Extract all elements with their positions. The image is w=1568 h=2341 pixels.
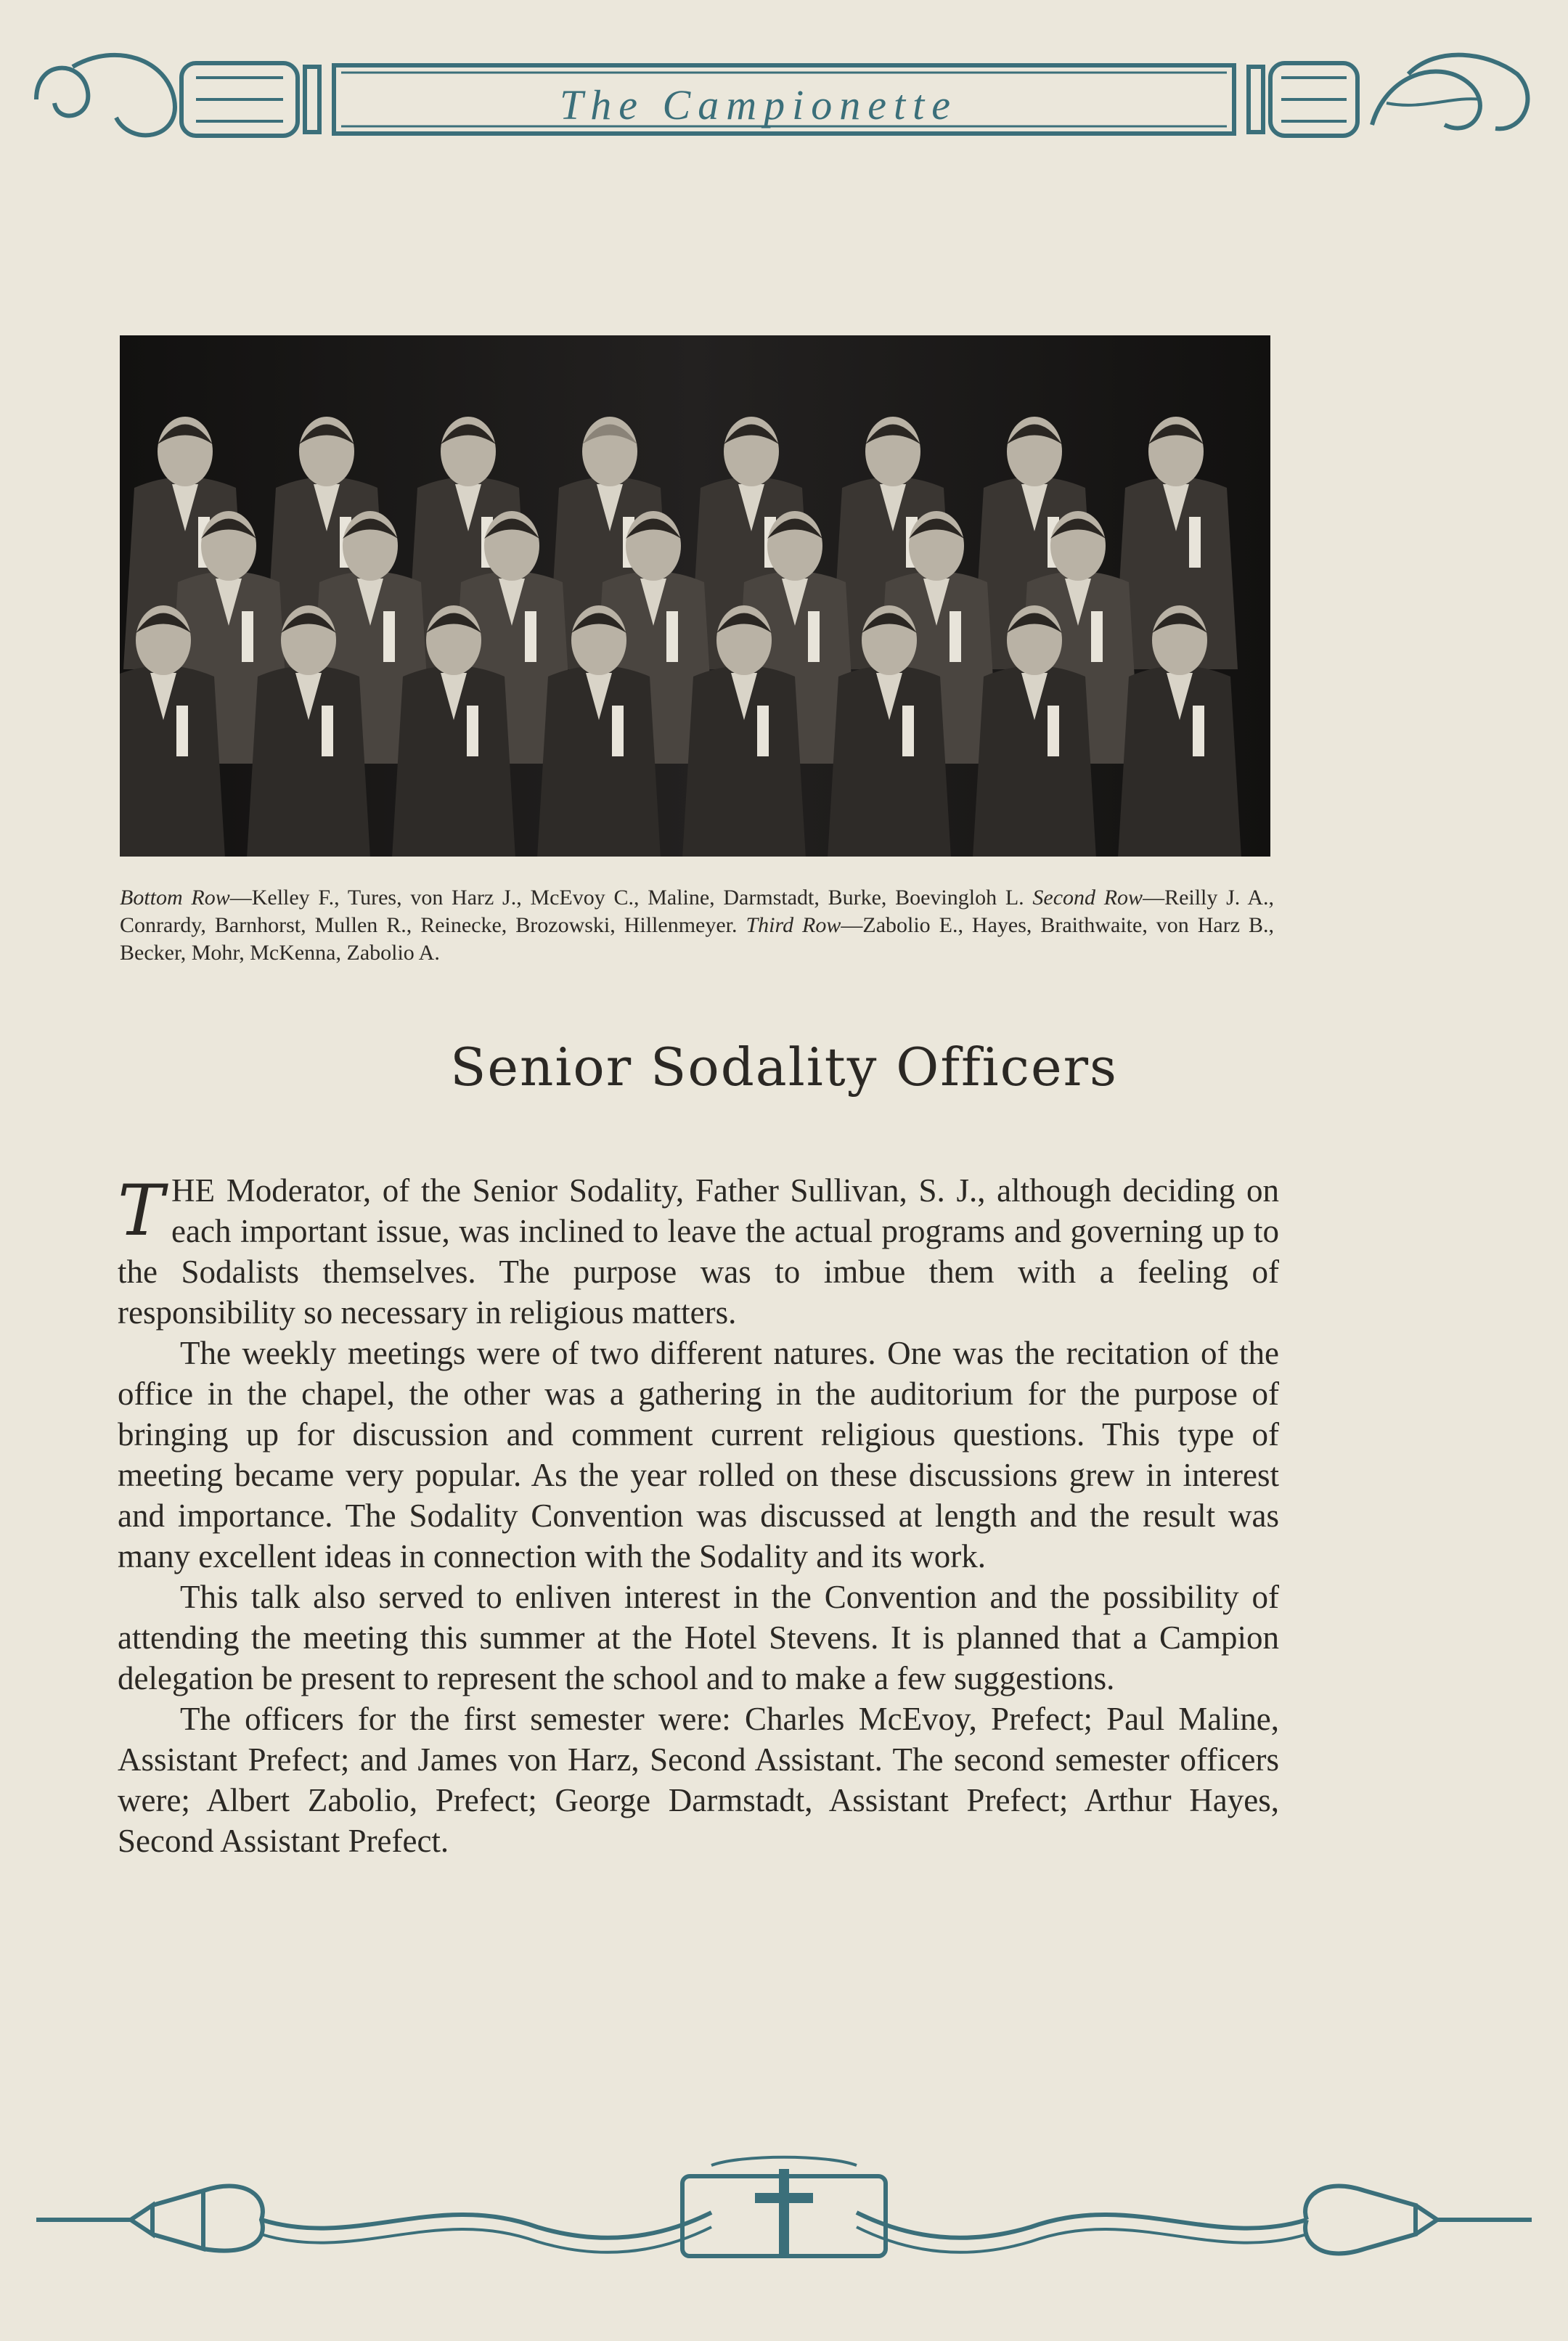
caption-second-row-names: —Reilly J. A., Conrardy, Barnhorst, Mullen R., Reinecke, Brozowski, Hillenmeyer. <box>120 886 1275 937</box>
running-header-title: The Campionette <box>560 81 957 128</box>
caption-third-row-names: —Zabolio E., Hayes, Braithwaite, von Harz B., Becker, Mohr, McKenna, Zabolio A. <box>120 913 1275 965</box>
photo-figure-body <box>120 666 225 857</box>
article-heading: Senior Sodality Officers <box>450 1037 1118 1098</box>
paragraph-1 <box>118 1170 1279 1333</box>
caption-third-row-label: Third Row <box>746 913 841 937</box>
photo-caption <box>120 884 1274 967</box>
paragraph-3: This talk also served to enliven interest in the Convention and the possibility of attending the meeting this summer at the Hotel Stevens. It is planned that a Campion delegation be present to represent the school and to make a few suggestions. <box>118 1579 1279 1696</box>
drop-cap: T <box>118 1170 165 1251</box>
paragraph-1-text: HE Moderator, of the Senior Sodality, Father Sullivan, S. J., although deciding on each important issue, was inclined to leave the actual programs and governing up to the Sodalists themselves. The purpose was to imbue them with a feeling of responsibility so necessary in religious matters. <box>118 1172 1279 1331</box>
paragraph-2: The weekly meetings were of two different natures. One was the recitation of the office in the chapel, the other was a gathering in the auditorium for the purpose of bringing up for discussion and comment current religious questions. This type of meeting became very popular. As the year rolled on these discussions grew in interest and importance. The Sodality Convention was discussed at length and the result was many excellent ideas in connection with the Sodality and its work. <box>118 1335 1279 1574</box>
footer-ornament <box>29 2147 1539 2271</box>
group-photo <box>120 335 1270 857</box>
paragraph-4: The officers for the first semester were: Charles McEvoy, Prefect; Paul Maline, Assistant Prefect; and James von Harz, Second Assistant. The second semester officers were; Albert Zabolio, Prefect; George Darmstadt, Assistant Prefect; Arthur Hayes, Second Assistant Prefect. <box>118 1701 1279 1859</box>
caption-bottom-row-names: —Kelley F., Tures, von Harz J., McEvoy C., Maline, Darmstadt, Burke, Boevingloh L. <box>229 886 1024 910</box>
caption-bottom-row-label: Bottom Row <box>120 886 230 910</box>
article-body <box>118 1170 1279 1861</box>
caption-second-row-label: Second Row <box>1032 886 1143 910</box>
